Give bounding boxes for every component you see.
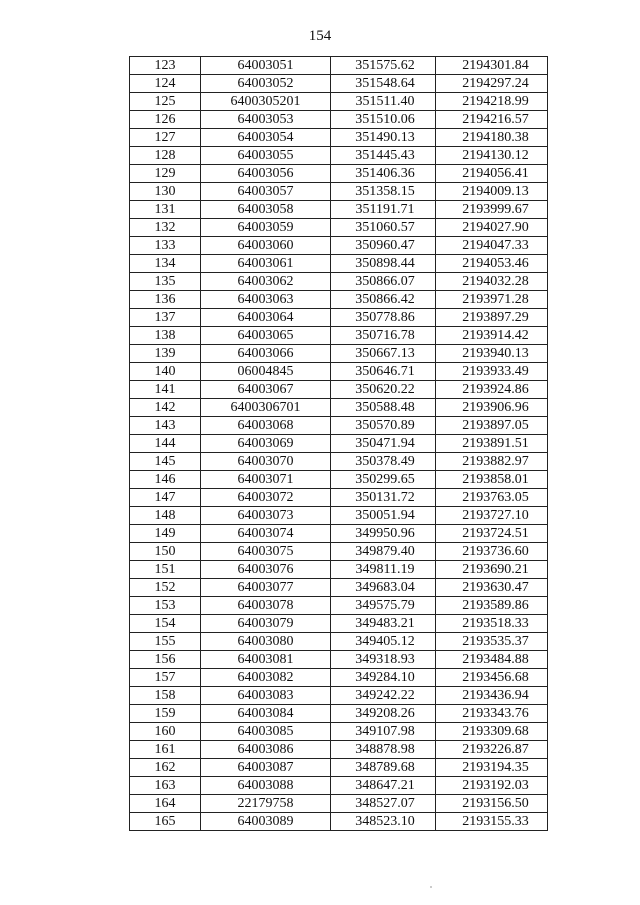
x-coordinate-cell: 351191.71 — [331, 201, 436, 219]
table-row — [130, 399, 548, 417]
y-coordinate-cell: 2193436.94 — [436, 687, 548, 705]
table-body — [130, 57, 548, 831]
table-row — [130, 579, 548, 597]
y-coordinate-cell: 2193226.87 — [436, 741, 548, 759]
point-id-cell: 64003051 — [201, 57, 331, 75]
table-row — [130, 597, 548, 615]
table-row — [130, 507, 548, 525]
point-id-cell: 22179758 — [201, 795, 331, 813]
y-coordinate-cell: 2193155.33 — [436, 813, 548, 831]
x-coordinate-cell: 348789.68 — [331, 759, 436, 777]
y-coordinate-cell: 2193724.51 — [436, 525, 548, 543]
row-number-cell: 130 — [130, 183, 201, 201]
y-coordinate-cell: 2194130.12 — [436, 147, 548, 165]
point-id-cell: 64003065 — [201, 327, 331, 345]
y-coordinate-cell: 2193535.37 — [436, 633, 548, 651]
y-coordinate-cell: 2194056.41 — [436, 165, 548, 183]
x-coordinate-cell: 351510.06 — [331, 111, 436, 129]
table-row — [130, 183, 548, 201]
table-row — [130, 309, 548, 327]
row-number-cell: 151 — [130, 561, 201, 579]
y-coordinate-cell: 2194032.28 — [436, 273, 548, 291]
row-number-cell: 134 — [130, 255, 201, 273]
y-coordinate-cell: 2193484.88 — [436, 651, 548, 669]
row-number-cell: 143 — [130, 417, 201, 435]
point-id-cell: 64003075 — [201, 543, 331, 561]
row-number-cell: 142 — [130, 399, 201, 417]
point-id-cell: 64003073 — [201, 507, 331, 525]
point-id-cell: 64003061 — [201, 255, 331, 273]
table-row — [130, 57, 548, 75]
row-number-cell: 136 — [130, 291, 201, 309]
table-row — [130, 615, 548, 633]
x-coordinate-cell: 349811.19 — [331, 561, 436, 579]
row-number-cell: 149 — [130, 525, 201, 543]
y-coordinate-cell: 2193192.03 — [436, 777, 548, 795]
table-row — [130, 525, 548, 543]
y-coordinate-cell: 2193156.50 — [436, 795, 548, 813]
y-coordinate-cell: 2193309.68 — [436, 723, 548, 741]
point-id-cell: 64003064 — [201, 309, 331, 327]
row-number-cell: 141 — [130, 381, 201, 399]
row-number-cell: 145 — [130, 453, 201, 471]
table-row — [130, 165, 548, 183]
table-row — [130, 201, 548, 219]
table-row — [130, 147, 548, 165]
point-id-cell: 64003083 — [201, 687, 331, 705]
row-number-cell: 157 — [130, 669, 201, 687]
x-coordinate-cell: 351490.13 — [331, 129, 436, 147]
row-number-cell: 150 — [130, 543, 201, 561]
y-coordinate-cell: 2193914.42 — [436, 327, 548, 345]
point-id-cell: 64003068 — [201, 417, 331, 435]
x-coordinate-cell: 351445.43 — [331, 147, 436, 165]
row-number-cell: 126 — [130, 111, 201, 129]
table-row — [130, 723, 548, 741]
row-number-cell: 165 — [130, 813, 201, 831]
point-id-cell: 64003060 — [201, 237, 331, 255]
y-coordinate-cell: 2194027.90 — [436, 219, 548, 237]
y-coordinate-cell: 2194047.33 — [436, 237, 548, 255]
table-row — [130, 291, 548, 309]
row-number-cell: 137 — [130, 309, 201, 327]
x-coordinate-cell: 350716.78 — [331, 327, 436, 345]
table-row — [130, 219, 548, 237]
point-id-cell: 64003063 — [201, 291, 331, 309]
table-row — [130, 111, 548, 129]
row-number-cell: 147 — [130, 489, 201, 507]
y-coordinate-cell: 2193971.28 — [436, 291, 548, 309]
x-coordinate-cell: 350588.48 — [331, 399, 436, 417]
x-coordinate-cell: 351511.40 — [331, 93, 436, 111]
point-id-cell: 64003079 — [201, 615, 331, 633]
point-id-cell: 64003057 — [201, 183, 331, 201]
row-number-cell: 139 — [130, 345, 201, 363]
x-coordinate-cell: 349318.93 — [331, 651, 436, 669]
y-coordinate-cell: 2193690.21 — [436, 561, 548, 579]
point-id-cell: 64003056 — [201, 165, 331, 183]
y-coordinate-cell: 2193940.13 — [436, 345, 548, 363]
row-number-cell: 160 — [130, 723, 201, 741]
row-number-cell: 163 — [130, 777, 201, 795]
point-id-cell: 64003089 — [201, 813, 331, 831]
y-coordinate-cell: 2193456.68 — [436, 669, 548, 687]
row-number-cell: 153 — [130, 597, 201, 615]
y-coordinate-cell: 2193999.67 — [436, 201, 548, 219]
row-number-cell: 154 — [130, 615, 201, 633]
row-number-cell: 159 — [130, 705, 201, 723]
point-id-cell: 64003058 — [201, 201, 331, 219]
row-number-cell: 123 — [130, 57, 201, 75]
y-coordinate-cell: 2194218.99 — [436, 93, 548, 111]
point-id-cell: 64003067 — [201, 381, 331, 399]
table-row — [130, 129, 548, 147]
row-number-cell: 156 — [130, 651, 201, 669]
x-coordinate-cell: 351060.57 — [331, 219, 436, 237]
row-number-cell: 158 — [130, 687, 201, 705]
y-coordinate-cell: 2194009.13 — [436, 183, 548, 201]
y-coordinate-cell: 2194297.24 — [436, 75, 548, 93]
point-id-cell: 64003078 — [201, 597, 331, 615]
point-id-cell: 64003054 — [201, 129, 331, 147]
y-coordinate-cell: 2193897.29 — [436, 309, 548, 327]
y-coordinate-cell: 2193858.01 — [436, 471, 548, 489]
x-coordinate-cell: 350131.72 — [331, 489, 436, 507]
x-coordinate-cell: 348527.07 — [331, 795, 436, 813]
x-coordinate-cell: 349208.26 — [331, 705, 436, 723]
point-id-cell: 64003085 — [201, 723, 331, 741]
y-coordinate-cell: 2193882.97 — [436, 453, 548, 471]
point-id-cell: 64003077 — [201, 579, 331, 597]
table-row — [130, 669, 548, 687]
y-coordinate-cell: 2193763.05 — [436, 489, 548, 507]
table-row — [130, 489, 548, 507]
x-coordinate-cell: 350051.94 — [331, 507, 436, 525]
point-id-cell: 64003087 — [201, 759, 331, 777]
point-id-cell: 64003086 — [201, 741, 331, 759]
table-row — [130, 273, 548, 291]
point-id-cell: 64003069 — [201, 435, 331, 453]
point-id-cell: 64003071 — [201, 471, 331, 489]
table-row — [130, 255, 548, 273]
x-coordinate-cell: 349242.22 — [331, 687, 436, 705]
row-number-cell: 127 — [130, 129, 201, 147]
row-number-cell: 162 — [130, 759, 201, 777]
point-id-cell: 06004845 — [201, 363, 331, 381]
y-coordinate-cell: 2193518.33 — [436, 615, 548, 633]
x-coordinate-cell: 350620.22 — [331, 381, 436, 399]
x-coordinate-cell: 351548.64 — [331, 75, 436, 93]
table-row — [130, 363, 548, 381]
row-number-cell: 124 — [130, 75, 201, 93]
row-number-cell: 129 — [130, 165, 201, 183]
y-coordinate-cell: 2194180.38 — [436, 129, 548, 147]
table-row — [130, 687, 548, 705]
row-number-cell: 148 — [130, 507, 201, 525]
y-coordinate-cell: 2193727.10 — [436, 507, 548, 525]
row-number-cell: 146 — [130, 471, 201, 489]
point-id-cell: 64003082 — [201, 669, 331, 687]
table-row — [130, 381, 548, 399]
row-number-cell: 135 — [130, 273, 201, 291]
x-coordinate-cell: 351575.62 — [331, 57, 436, 75]
x-coordinate-cell: 351358.15 — [331, 183, 436, 201]
table-row — [130, 795, 548, 813]
point-id-cell: 64003081 — [201, 651, 331, 669]
table-row — [130, 93, 548, 111]
table-row — [130, 705, 548, 723]
y-coordinate-cell: 2193933.49 — [436, 363, 548, 381]
point-id-cell: 64003066 — [201, 345, 331, 363]
row-number-cell: 133 — [130, 237, 201, 255]
row-number-cell: 144 — [130, 435, 201, 453]
row-number-cell: 161 — [130, 741, 201, 759]
point-id-cell: 64003055 — [201, 147, 331, 165]
y-coordinate-cell: 2194301.84 — [436, 57, 548, 75]
x-coordinate-cell: 350960.47 — [331, 237, 436, 255]
x-coordinate-cell: 348647.21 — [331, 777, 436, 795]
point-id-cell: 64003052 — [201, 75, 331, 93]
point-id-cell: 6400305201 — [201, 93, 331, 111]
x-coordinate-cell: 350898.44 — [331, 255, 436, 273]
row-number-cell: 155 — [130, 633, 201, 651]
point-id-cell: 64003080 — [201, 633, 331, 651]
point-id-cell: 64003084 — [201, 705, 331, 723]
x-coordinate-cell: 350667.13 — [331, 345, 436, 363]
x-coordinate-cell: 349879.40 — [331, 543, 436, 561]
row-number-cell: 132 — [130, 219, 201, 237]
point-id-cell: 64003076 — [201, 561, 331, 579]
point-id-cell: 64003053 — [201, 111, 331, 129]
x-coordinate-cell: 348523.10 — [331, 813, 436, 831]
y-coordinate-cell: 2193924.86 — [436, 381, 548, 399]
point-id-cell: 64003074 — [201, 525, 331, 543]
x-coordinate-cell: 350778.86 — [331, 309, 436, 327]
y-coordinate-cell: 2193630.47 — [436, 579, 548, 597]
row-number-cell: 152 — [130, 579, 201, 597]
row-number-cell: 128 — [130, 147, 201, 165]
point-id-cell: 64003062 — [201, 273, 331, 291]
table-row — [130, 651, 548, 669]
y-coordinate-cell: 2193897.05 — [436, 417, 548, 435]
y-coordinate-cell: 2193891.51 — [436, 435, 548, 453]
table-row — [130, 345, 548, 363]
scan-speck — [430, 886, 432, 888]
page-number: 154 — [308, 28, 332, 44]
y-coordinate-cell: 2194216.57 — [436, 111, 548, 129]
y-coordinate-cell: 2193194.35 — [436, 759, 548, 777]
y-coordinate-cell: 2194053.46 — [436, 255, 548, 273]
table-row — [130, 741, 548, 759]
x-coordinate-cell: 349107.98 — [331, 723, 436, 741]
x-coordinate-cell: 349683.04 — [331, 579, 436, 597]
x-coordinate-cell: 350299.65 — [331, 471, 436, 489]
x-coordinate-cell: 349284.10 — [331, 669, 436, 687]
x-coordinate-cell: 349483.21 — [331, 615, 436, 633]
x-coordinate-cell: 350471.94 — [331, 435, 436, 453]
table-row — [130, 435, 548, 453]
point-id-cell: 64003072 — [201, 489, 331, 507]
y-coordinate-cell: 2193736.60 — [436, 543, 548, 561]
point-id-cell: 6400306701 — [201, 399, 331, 417]
table-row — [130, 561, 548, 579]
y-coordinate-cell: 2193589.86 — [436, 597, 548, 615]
row-number-cell: 164 — [130, 795, 201, 813]
point-id-cell: 64003059 — [201, 219, 331, 237]
table-row — [130, 777, 548, 795]
table-row — [130, 453, 548, 471]
table-row — [130, 417, 548, 435]
x-coordinate-cell: 351406.36 — [331, 165, 436, 183]
x-coordinate-cell: 348878.98 — [331, 741, 436, 759]
table-row — [130, 237, 548, 255]
table-row — [130, 75, 548, 93]
x-coordinate-cell: 350646.71 — [331, 363, 436, 381]
x-coordinate-cell: 350866.07 — [331, 273, 436, 291]
x-coordinate-cell: 349405.12 — [331, 633, 436, 651]
coordinates-table — [129, 56, 548, 831]
x-coordinate-cell: 349575.79 — [331, 597, 436, 615]
row-number-cell: 140 — [130, 363, 201, 381]
row-number-cell: 125 — [130, 93, 201, 111]
x-coordinate-cell: 349950.96 — [331, 525, 436, 543]
point-id-cell: 64003070 — [201, 453, 331, 471]
table-row — [130, 813, 548, 831]
x-coordinate-cell: 350866.42 — [331, 291, 436, 309]
table-row — [130, 327, 548, 345]
row-number-cell: 138 — [130, 327, 201, 345]
y-coordinate-cell: 2193343.76 — [436, 705, 548, 723]
row-number-cell: 131 — [130, 201, 201, 219]
table-row — [130, 471, 548, 489]
table-row — [130, 543, 548, 561]
y-coordinate-cell: 2193906.96 — [436, 399, 548, 417]
point-id-cell: 64003088 — [201, 777, 331, 795]
table-row — [130, 759, 548, 777]
table-row — [130, 633, 548, 651]
x-coordinate-cell: 350378.49 — [331, 453, 436, 471]
x-coordinate-cell: 350570.89 — [331, 417, 436, 435]
